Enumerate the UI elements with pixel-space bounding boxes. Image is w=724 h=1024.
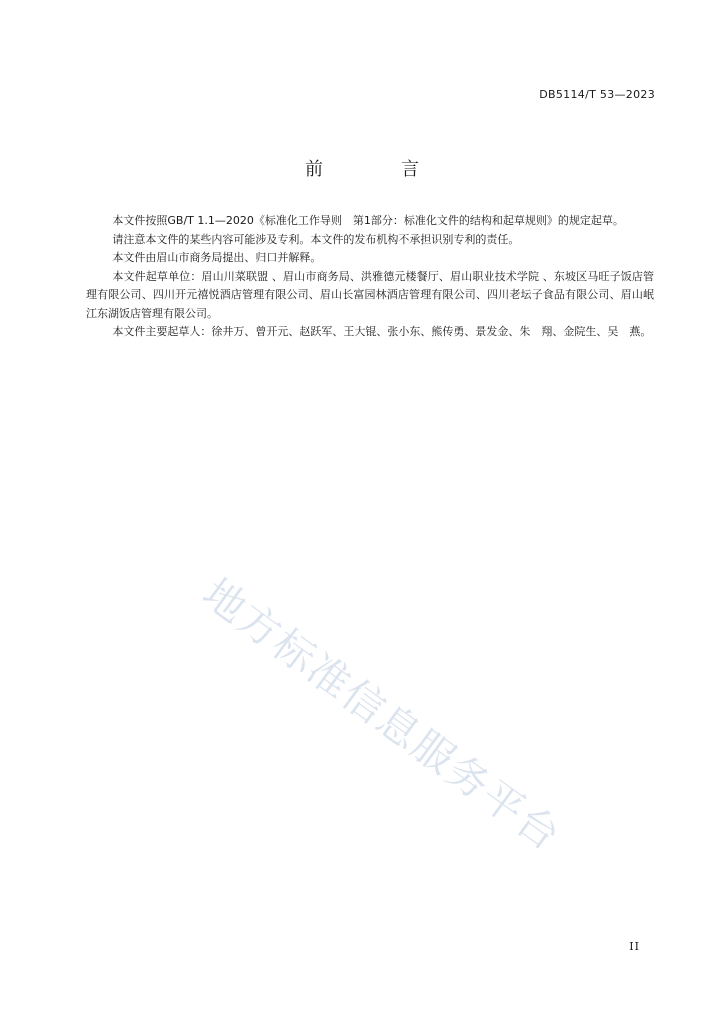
paragraph-drafting-rules: 本文件按照GB/T 1.1—2020《标准化工作导则 第1部分：标准化文件的结构和起草规则》的规定起草。 (112, 214, 624, 227)
page-number: II (629, 940, 640, 953)
paragraph-drafters: 本文件主要起草人：徐井万、曾开元、赵跃军、王大锟、张小东、熊传勇、景发金、朱 翔、金院生、吴 燕。 (112, 325, 652, 338)
page-title: 前 言 (305, 159, 449, 180)
foreword-body (86, 212, 654, 342)
watermark: 地方标准信息服务平台 (193, 569, 570, 861)
paragraph-patent-notice: 请注意本文件的某些内容可能涉及专利。本文件的发布机构不承担识别专利的责任。 (112, 232, 520, 246)
paragraph-drafting-units: 本文件起草单位：眉山川菜联盟 、眉山市商务局、洪雅德元楼餐厅、眉山职业技术学院 、东坡区马旺子饭店管理有限公司、四川开元禧悦酒店管理有限公司、眉山长富园林酒店管理有限公司、四川老坛子食品有限公司、眉山岷江东湖饭店管理有限公司。 (86, 269, 654, 320)
paragraph-proposer: 本文件由眉山市商务局提出、归口并解释。 (112, 251, 322, 264)
standard-code: DB5114/T 53—2023 (539, 88, 655, 101)
